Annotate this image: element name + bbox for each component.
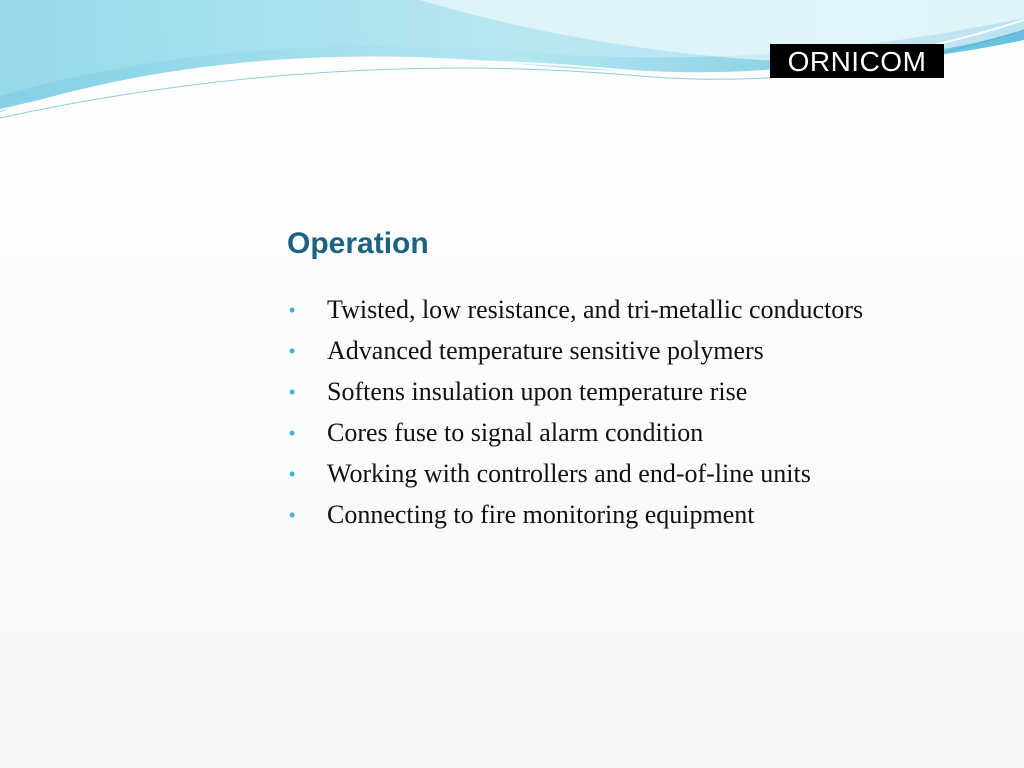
bullet-item [287,334,867,368]
bullet-marker-icon: • [289,341,296,361]
bullet-text: Softens insulation upon temperature rise [327,377,748,406]
bullet-list [287,293,867,539]
ornicom-logo [770,44,944,78]
bullet-item [287,457,867,491]
bullet-item [287,416,867,450]
bullet-text: Advanced temperature sensitive polymers [327,336,764,365]
bullet-text: Twisted, low resistance, and tri-metallic conductors [327,295,864,324]
bullet-item [287,498,867,532]
logo-text: ORNICOM [787,45,927,77]
slide-title: Operation [287,227,429,260]
bullet-item [287,293,867,327]
bullet-marker-icon: • [289,300,296,320]
bullet-text: Connecting to fire monitoring equipment [327,500,755,529]
bullet-text: Working with controllers and end-of-line units [327,459,811,488]
bullet-marker-icon: • [289,382,296,402]
bullet-marker-icon: • [289,505,296,525]
bullet-marker-icon: • [289,464,296,484]
bullet-marker-icon: • [289,423,296,443]
bullet-item [287,375,867,409]
bullet-text: Cores fuse to signal alarm condition [327,418,704,447]
